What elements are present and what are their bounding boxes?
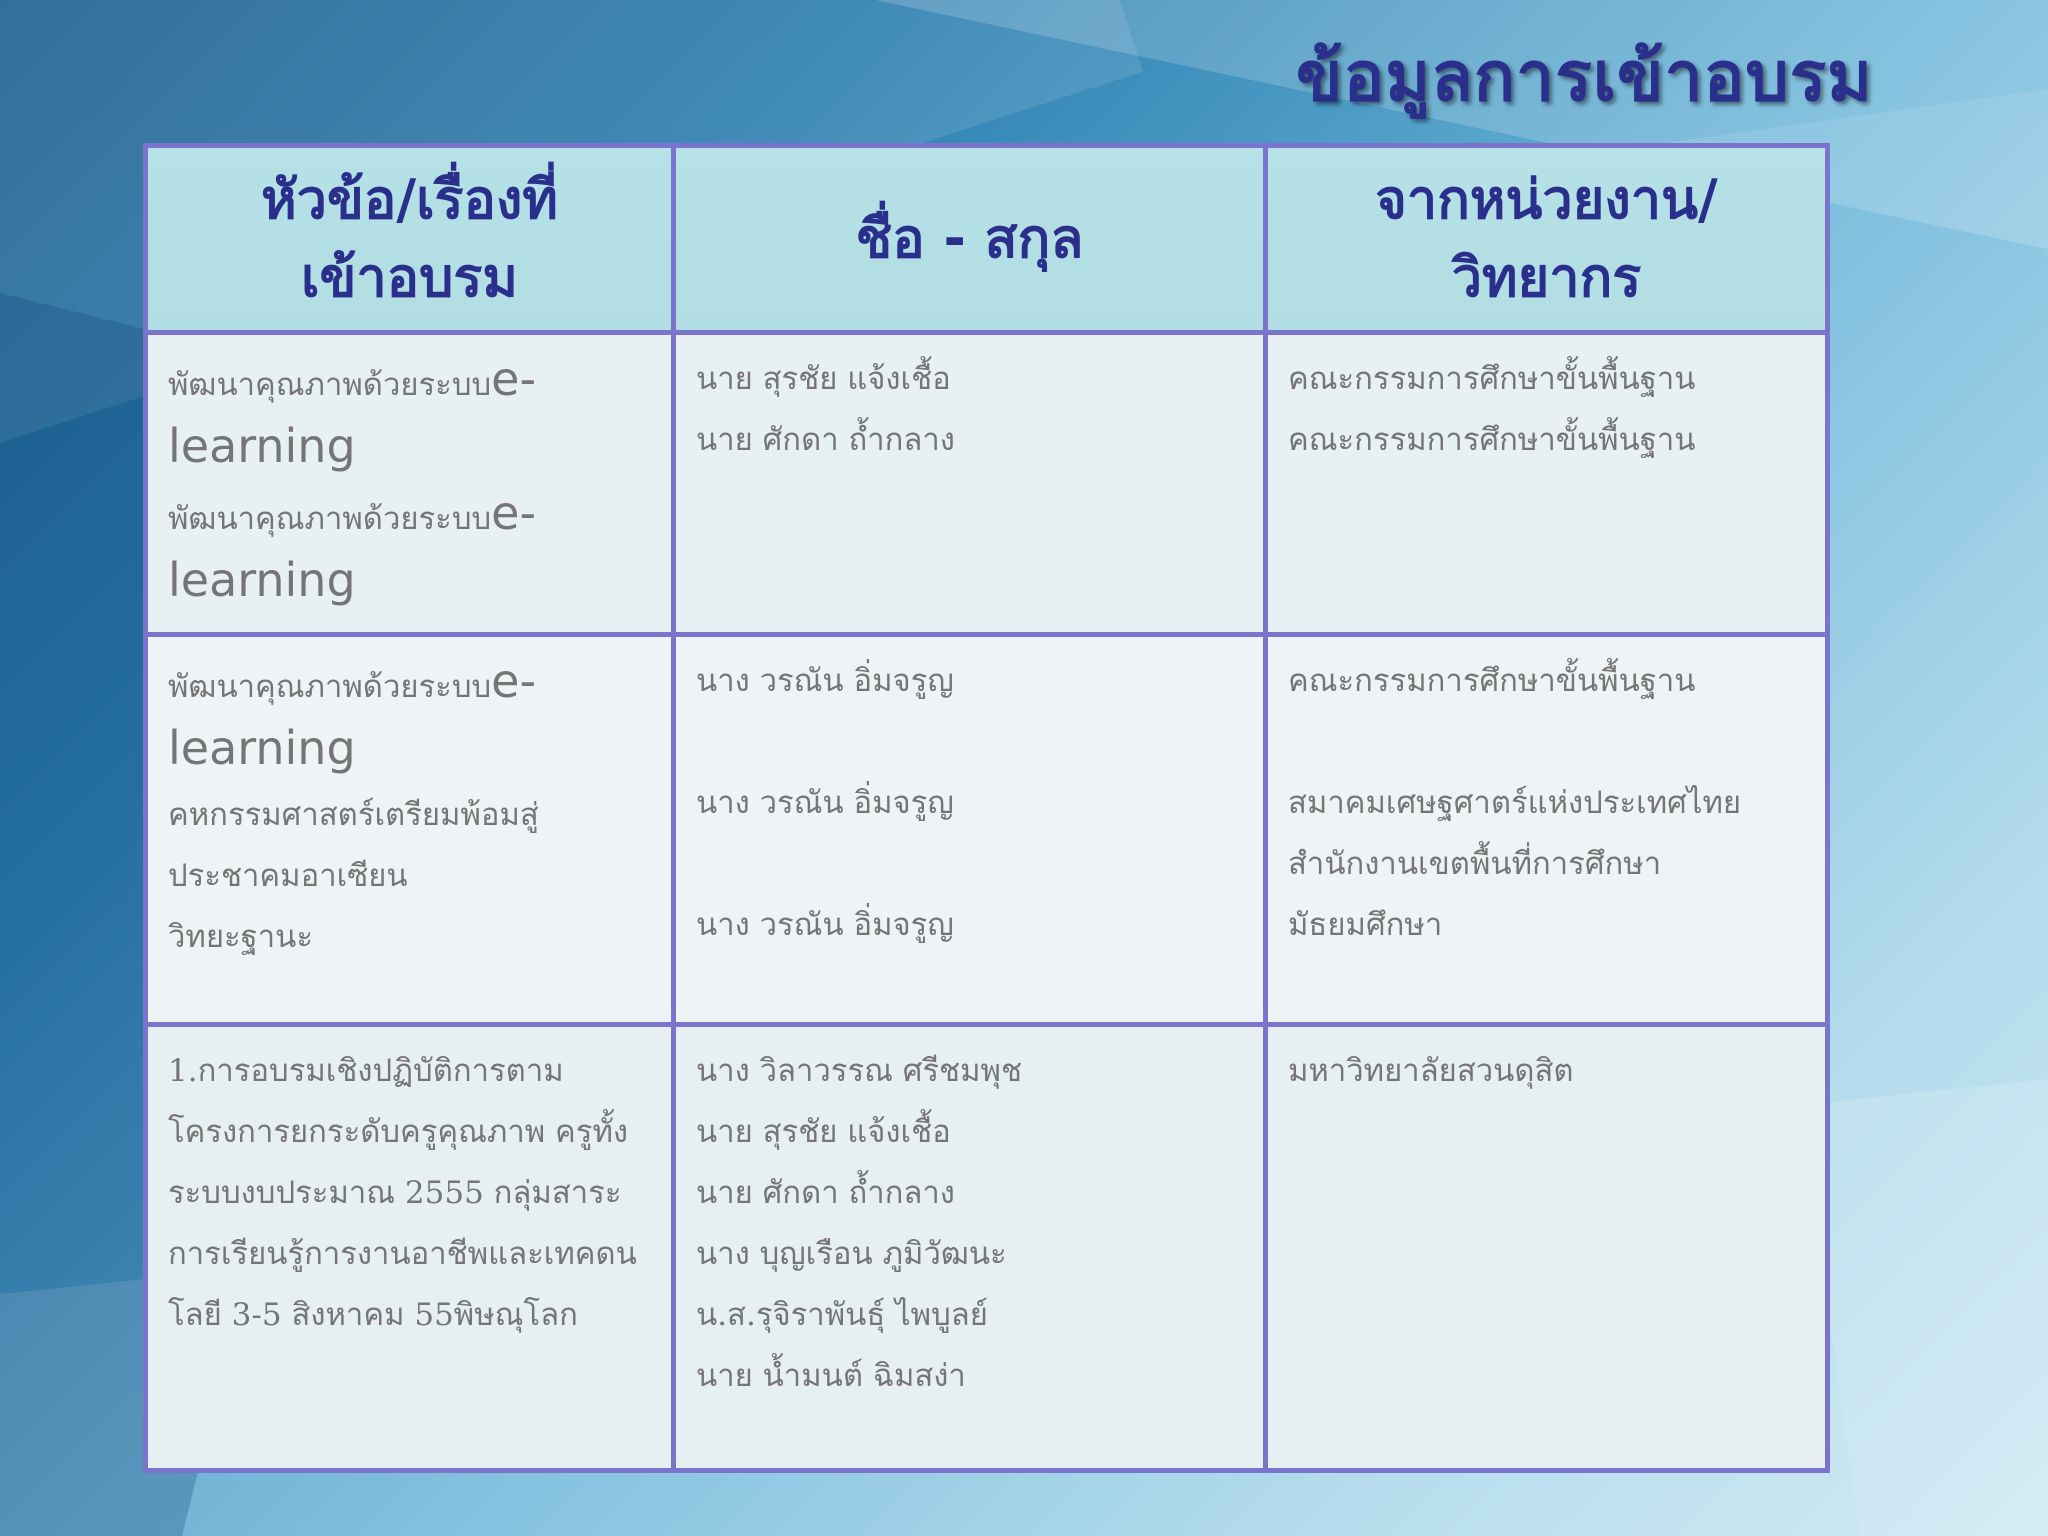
topic-item xyxy=(168,651,651,785)
unit-line: มหาวิทยาลัยสวนดุสิต xyxy=(1288,1052,1574,1089)
name-line: นาย สุรชัย แจ้งเชื้อ xyxy=(696,361,951,397)
unit-cell xyxy=(1266,634,1828,1024)
topic-line: ระบบงบประมาณ 2555 กลุ่มสาระ xyxy=(168,1174,622,1211)
unit-line: คณะกรรมการศึกษาขั้นพื้นฐาน xyxy=(1288,361,1696,397)
page-title: ข้อมูลการเข้าอบรม xyxy=(1296,38,1873,117)
name-line: นาง วรณัน อิ่มจรูญ xyxy=(696,662,954,699)
name-line: นาง บุญเรือน ภูมิวัฒนะ xyxy=(696,1235,1007,1272)
table-row xyxy=(146,1024,1828,1470)
topic-cell xyxy=(146,634,674,1024)
name-line: นาย สุรชัย แจ้งเชื้อ xyxy=(696,1113,951,1150)
header-name-line1: ชื่อ - สกุล xyxy=(855,207,1084,270)
header-unit xyxy=(1266,146,1828,333)
name-line: นาง วรณัน อิ่มจรูญ xyxy=(696,784,954,821)
header-row xyxy=(146,146,1828,333)
header-unit-line2: วิทยากร xyxy=(1451,246,1642,309)
unit-cell xyxy=(1266,1024,1828,1470)
header-name xyxy=(674,146,1266,333)
header-topic xyxy=(146,146,674,333)
name-cell xyxy=(674,1024,1266,1470)
name-cell xyxy=(674,333,1266,635)
topic-eng: e-learning xyxy=(168,486,537,607)
topic-line: โลยี 3-5 สิงหาคม 55พิษณุโลก xyxy=(168,1296,578,1333)
name-line: นาย น้ำมนต์ ฉิมสง่า xyxy=(696,1357,966,1394)
table-row xyxy=(146,634,1828,1024)
topic-line: 1.การอบรมเชิงปฏิบัติการตาม xyxy=(168,1052,564,1089)
unit-cell xyxy=(1266,333,1828,635)
topic-thai: พัฒนาคุณภาพด้วยระบบ xyxy=(168,367,492,403)
name-line: นาย ศักดา ถ้ำกลาง xyxy=(696,1174,955,1211)
name-line: น.ส.รุจิราพันธุ์ ไพบูลย์ xyxy=(696,1296,988,1333)
spacer xyxy=(696,712,1243,773)
topic-line: วิทยะฐานะ xyxy=(168,918,314,955)
unit-line: คณะกรรมการศึกษาขั้นพื้นฐาน xyxy=(1288,662,1696,699)
unit-line: คณะกรรมการศึกษาขั้นพื้นฐาน xyxy=(1288,422,1696,458)
unit-line: สมาคมเศษฐศาตร์แห่งประเทศไทย xyxy=(1288,784,1742,821)
topic-cell xyxy=(146,1024,674,1470)
spacer xyxy=(1288,712,1805,773)
training-table-container xyxy=(143,143,1825,1473)
spacer xyxy=(696,834,1243,895)
topic-item xyxy=(168,349,651,483)
name-cell xyxy=(674,634,1266,1024)
topic-cell xyxy=(146,333,674,635)
name-line: นาง วรณัน อิ่มจรูญ xyxy=(696,906,954,943)
topic-item xyxy=(168,483,651,617)
table-row xyxy=(146,333,1828,635)
topic-line: คหกรรมศาสตร์เตรียมพ้อมสู่ xyxy=(168,796,539,833)
header-unit-line1: จากหน่วยงาน/ xyxy=(1375,168,1718,231)
header-topic-line2: เข้าอบรม xyxy=(300,246,518,309)
name-line: นาย ศักดา ถ้ำกลาง xyxy=(696,422,955,458)
name-line: นาง วิลาวรรณ ศรีชมพุช xyxy=(696,1052,1022,1089)
topic-eng: e-learning xyxy=(168,653,537,775)
topic-line: ประชาคมอาเซียน xyxy=(168,857,408,894)
topic-thai: พัฒนาคุณภาพด้วยระบบ xyxy=(168,501,492,537)
training-table xyxy=(143,143,1830,1473)
header-topic-line1: หัวข้อ/เรื่องที่ xyxy=(261,168,558,231)
topic-line: โครงการยกระดับครูคุณภาพ ครูทั้ง xyxy=(168,1113,629,1150)
unit-line: มัธยมศึกษา xyxy=(1288,906,1443,943)
topic-thai: พัฒนาคุณภาพด้วยระบบ xyxy=(168,668,492,705)
topic-eng: e-learning xyxy=(168,352,537,473)
topic-line: การเรียนรู้การงานอาชีพและเทคดน xyxy=(168,1235,637,1272)
unit-line: สำนักงานเขตพื้นที่การศึกษา xyxy=(1288,845,1662,882)
